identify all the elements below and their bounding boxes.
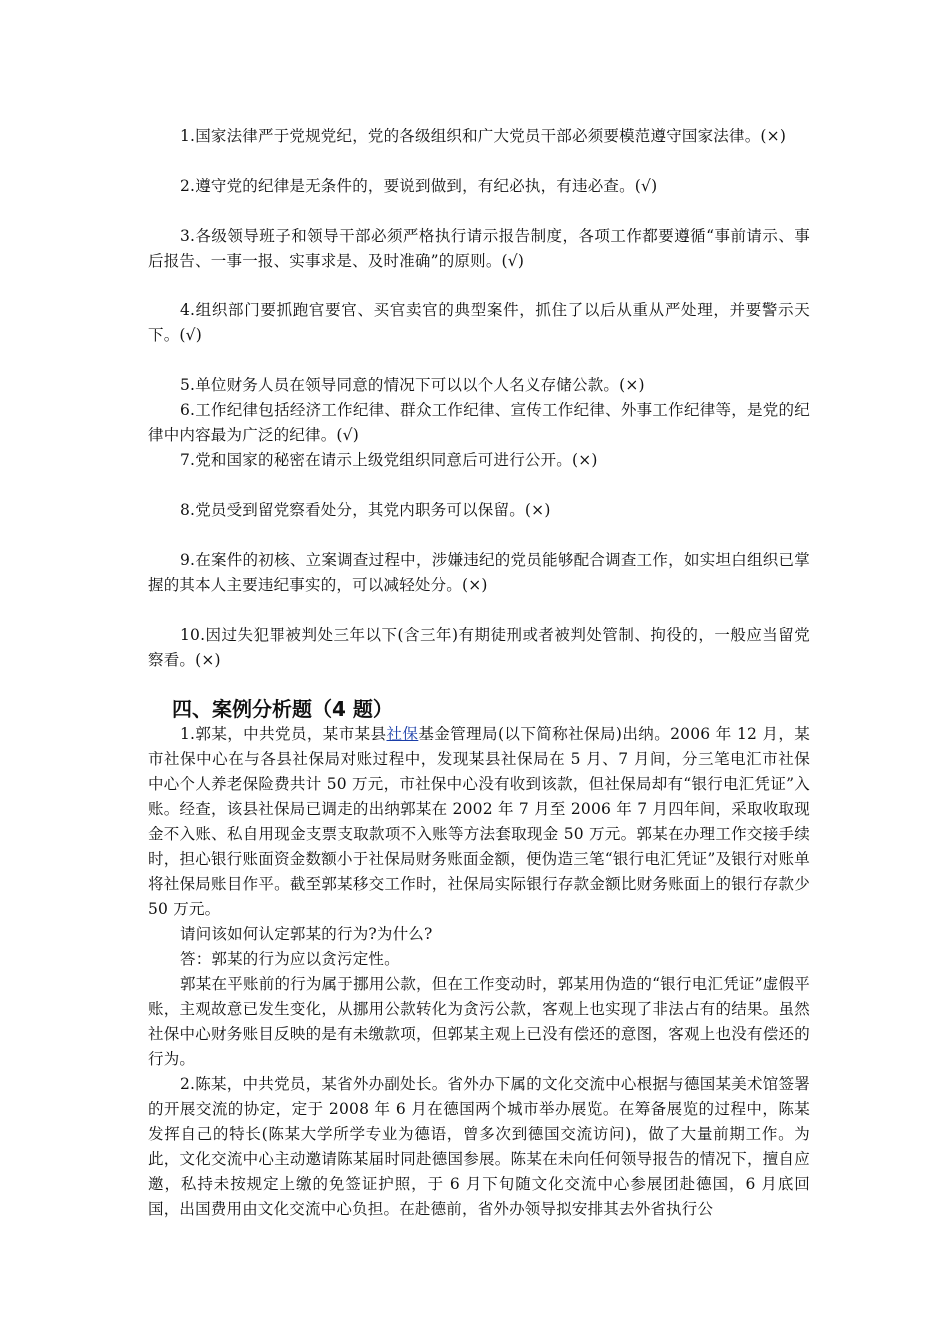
judgment-item-8: 8.党员受到留党察看处分，其党内职务可以保留。(×) — [180, 501, 551, 519]
judgment-item-6: 6.工作纪律包括经济工作纪律、群众工作纪律、宣传工作纪律、外事工作纪律等，是党的纪律中内容最为广泛的纪律。(√) — [148, 401, 810, 444]
judgment-item-4: 4.组织部门要抓跑官要官、买官卖官的典型案件，抓住了以后从重从严处理，并要警示天下。(√) — [148, 301, 810, 344]
case1-answer: 答：郭某的行为应以贪污定性。 — [180, 950, 400, 968]
case2-intro: 2.陈某，中共党员，某省外办副处长。省外办下属的文化交流中心根据与德国某美术馆签署的开展交流的协定，定于 2008 年 6 月在德国两个城市举办展览。在筹备展览的过程中，陈某发挥自己的特长(陈某大学所学专业为德语，曾多次到德国交流访问)，做了大量前期工作。为此，文化交流中心主动邀请陈某届时同赴德国参展。陈某在未向任何领导报告的情况下，擅自应邀，私持未按规定上缴的免签证护照，于 6 月下旬随文化交流中心参展团赴德国，6 月底回国，出国费用由文化交流中心负担。在赴德前，省外办领导拟安排其去外省执行公 — [148, 1075, 810, 1218]
case1-intro: 1.郭某，中共党员，某市某县社保基金管理局(以下简称社保局)出纳。2006 年 12 月，某市社保中心在与各县社保局对账过程中，发现某县社保局在 5 月、7 月间，分三笔电汇市社保中心个人养老保险费共计 50 万元，市社保中心没有收到该款，但社保局却有“银行电汇凭证”入账。经查，该县社保局已调走的出纳郭某在 2002 年 7 月至 2006 年 7 月四年间，采取收取现金不入账、私自用现金支票支取款项不入账等方法套取现金 50 万元。郭某在办理工作交接手续时，担心银行账面资金数额小于社保局财务账面金额，便伪造三笔“银行电汇凭证”及银行对账单将社保局账目作平。截至郭某移交工作时，社保局实际银行存款金额比财务账面上的银行存款少 50 万元。 — [148, 725, 811, 918]
social-security-link[interactable]: 社保 — [386, 725, 419, 743]
judgment-item-3: 3.各级领导班子和领导干部必须严格执行请示报告制度，各项工作都要遵循“事前请示、事后报告、一事一报、实事求是、及时准确”的原则。(√) — [148, 227, 810, 270]
judgment-item-1: 1.国家法律严于党规党纪，党的各级组织和广大党员干部必须要模范遵守国家法律。(×) — [180, 127, 787, 145]
case1-question: 请问该如何认定郭某的行为?为什么? — [180, 925, 433, 943]
case1-analysis: 郭某在平账前的行为属于挪用公款，但在工作变动时，郭某用伪造的“银行电汇凭证”虚假平账，主观故意已发生变化，从挪用公款转化为贪污公款，客观上也实现了非法占有的结果。虽然社保中心财务账目反映的是有未缴款项，但郭某主观上已没有偿还的意图，客观上也没有偿还的行为。 — [148, 975, 810, 1068]
judgment-item-9: 9.在案件的初核、立案调查过程中，涉嫌违纪的党员能够配合调查工作，如实坦白组织已掌握的其本人主要违纪事实的，可以减轻处分。(×) — [148, 551, 810, 594]
judgment-item-5: 5.单位财务人员在领导同意的情况下可以以个人名义存储公款。(×) — [180, 376, 645, 394]
judgment-item-2: 2.遵守党的纪律是无条件的，要说到做到，有纪必执，有违必查。(√) — [180, 177, 658, 195]
section-heading: 四、案例分析题（4 题） — [172, 697, 393, 721]
judgment-item-7: 7.党和国家的秘密在请示上级党组织同意后可进行公开。(×) — [180, 451, 598, 469]
judgment-item-10: 10.因过失犯罪被判处三年以下(含三年)有期徒刑或者被判处管制、拘役的，一般应当留党察看。(×) — [148, 626, 810, 669]
